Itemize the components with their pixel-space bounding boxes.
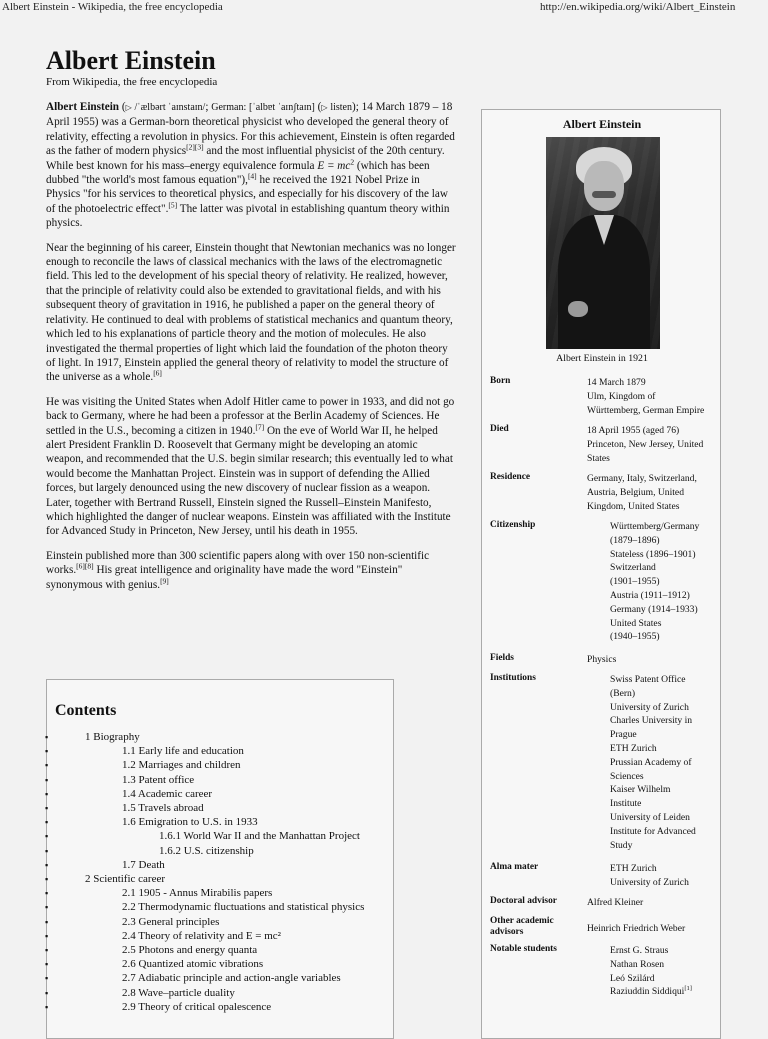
- portrait-photo[interactable]: [546, 137, 660, 349]
- citation-link[interactable]: [2][3]: [186, 142, 204, 152]
- formula: E = mc: [317, 159, 351, 172]
- infobox-line[interactable]: Institute for Advanced: [610, 825, 696, 837]
- citizenship-value: [610, 520, 720, 644]
- infobox-line[interactable]: Charles University in: [610, 715, 693, 727]
- toc-item[interactable]: ▪ 1.6 Emigration to U.S. in 1933: [55, 815, 385, 829]
- residence-label: Residence: [490, 472, 531, 482]
- residence-value: [587, 472, 719, 513]
- infobox-line[interactable]: Prussian Academy of: [610, 756, 692, 768]
- infobox-title: Albert Einstein: [562, 117, 642, 131]
- intro-text: he received the 1921 Nobel Prize in Physics "for his services to theoretical physics, and especially for his discovery of the law of the photoelectric effect".: [46, 174, 448, 215]
- infobox-line[interactable]: Sciences: [610, 770, 644, 782]
- infobox-line[interactable]: United States: [610, 617, 662, 629]
- infobox-line[interactable]: Ulm, Kingdom of: [587, 390, 656, 402]
- infobox-line[interactable]: Switzerland: [610, 562, 656, 574]
- toc-item[interactable]: ▪ 1.5 Travels abroad: [55, 801, 385, 815]
- infobox-line[interactable]: Institute: [610, 798, 642, 810]
- print-page-title: Albert Einstein - Wikipedia, the free encyclopedia: [2, 1, 223, 13]
- article-body: [46, 100, 456, 602]
- print-url[interactable]: http://en.wikipedia.org/wiki/Albert_Einstein: [540, 1, 736, 13]
- toc-item[interactable]: ▪ 2.6 Quantized atomic vibrations: [55, 957, 385, 971]
- toc-item[interactable]: ▪ 2.7 Adiabatic principle and action-angle variables: [55, 971, 385, 985]
- alma-mater-value: [610, 862, 720, 890]
- toc-item[interactable]: ▪ 2.2 Thermodynamic fluctuations and statistical physics: [55, 900, 385, 914]
- citation-link[interactable]: [4]: [247, 171, 257, 181]
- photo-caption: Albert Einstein in 1921: [556, 353, 648, 364]
- toc-item[interactable]: ▪ 2.9 Theory of critical opalescence: [55, 1000, 385, 1014]
- table-of-contents: [46, 679, 394, 1039]
- infobox-line[interactable]: Württemberg/Germany: [610, 521, 700, 532]
- infobox-line[interactable]: Germany, Italy, Switzerland,: [587, 473, 697, 484]
- fields-value[interactable]: Physics: [587, 654, 617, 665]
- infobox-line[interactable]: Study: [610, 839, 633, 851]
- infobox-line[interactable]: Kaiser Wilhelm: [610, 784, 671, 796]
- fields-label: Fields: [490, 653, 514, 663]
- notable-students-value: [610, 944, 720, 999]
- german-label: German:: [211, 102, 247, 113]
- toc-item[interactable]: ▪ 1.7 Death: [55, 858, 385, 872]
- infobox-line[interactable]: ETH Zurich: [610, 742, 657, 754]
- pronunciation-ipa[interactable]: /ˈælbərt ˈaɪnstaɪn/: [134, 102, 206, 113]
- infobox: [481, 109, 721, 1039]
- emigration-text: He was visiting the United States when Adolf Hitler came to power in 1933, and did not go back to Germany, where he had been a professor at the Berlin Academy of Sciences. He settled in the U.S., becoming a citizen in 1940.: [46, 395, 455, 437]
- alma-mater-label: Alma mater: [490, 862, 539, 872]
- toc-item[interactable]: ▪ 1.6.2 U.S. citizenship: [55, 844, 385, 858]
- infobox-line[interactable]: Württemberg, German Empire: [587, 404, 705, 416]
- infobox-line[interactable]: University of Leiden: [610, 811, 690, 823]
- student-item[interactable]: Raziuddin Siddiqui: [610, 986, 685, 998]
- toc-item[interactable]: ▪ 2 Scientific career: [55, 872, 385, 886]
- infobox-line[interactable]: 14 March 1879: [587, 377, 646, 388]
- toc-item[interactable]: ▪ 1 Biography: [55, 730, 385, 744]
- infobox-line[interactable]: States: [587, 452, 610, 464]
- infobox-line[interactable]: Kingdom, United States: [587, 500, 680, 512]
- toc-item[interactable]: ▪ 2.8 Wave–particle duality: [55, 986, 385, 1000]
- publications-text: His great intelligence and originality have made the word "Einstein" synonymous with genius.: [46, 564, 403, 591]
- student-item[interactable]: Leó Szilárd: [610, 972, 655, 984]
- infobox-line[interactable]: Austria, Belgium, United: [587, 486, 684, 498]
- toc-item[interactable]: ▪ 2.5 Photons and energy quanta: [55, 943, 385, 957]
- subject-name: Albert Einstein: [46, 101, 120, 113]
- toc-title: Contents: [55, 702, 117, 719]
- career-paragraph: [46, 241, 456, 385]
- print-header: [0, 0, 768, 16]
- citation-link[interactable]: [5]: [168, 200, 178, 210]
- infobox-line[interactable]: Austria (1911–1912): [610, 589, 690, 601]
- listen-link[interactable]: listen: [330, 102, 352, 113]
- toc-list: [55, 730, 385, 1014]
- toc-item[interactable]: ▪ 1.4 Academic career: [55, 787, 385, 801]
- died-label: Died: [490, 424, 509, 434]
- other-advisors-value[interactable]: Heinrich Friedrich Weber: [587, 923, 686, 934]
- emigration-paragraph: [46, 395, 456, 539]
- infobox-line[interactable]: University of Zurich: [610, 876, 689, 888]
- intro-text: (which has been dubbed "the world's most famous equation"),: [46, 159, 430, 187]
- citation-link[interactable]: [9]: [160, 575, 169, 585]
- page-title: Albert Einstein: [46, 46, 216, 75]
- speaker-icon[interactable]: ▷: [321, 103, 328, 112]
- career-text: Near the beginning of his career, Einstein thought that Newtonian mechanics was no longer enough to reconcile the laws of classical mechanics with the laws of the electromagnetic field. This led to the development of his special theory of relativity. He realized, however, that the principle of relativity could also be extended to gravitational fields, and with his subsequent theory of gravitation in 1916, he published a paper on the general theory of relativity. He continued to deal with problems of statistical mechanics and quantum theory, which led to his explanations of particle theory and the motion of molecules. He also investigated the thermal properties of light which laid the foundation of the photon theory of light. In 1917, Einstein applied the general theory of relativity to model the structure of the universe as a whole.: [46, 241, 456, 384]
- infobox-line[interactable]: Stateless (1896–1901): [610, 548, 696, 560]
- infobox-line[interactable]: Princeton, New Jersey, United: [587, 438, 704, 450]
- infobox-line[interactable]: University of Zurich: [610, 701, 689, 713]
- died-value: [587, 424, 719, 465]
- citation-link[interactable]: [1]: [684, 985, 692, 993]
- student-item[interactable]: Ernst G. Straus: [610, 945, 669, 956]
- citation-link[interactable]: [7]: [255, 421, 265, 431]
- toc-item[interactable]: ▪ 2.1 1905 - Annus Mirabilis papers: [55, 886, 385, 900]
- intro-text: The latter was pivotal in establishing quantum theory within physics.: [46, 202, 450, 230]
- speaker-icon[interactable]: ▷: [125, 103, 132, 112]
- infobox-line[interactable]: (Bern): [610, 687, 636, 699]
- infobox-line[interactable]: Prague: [610, 729, 637, 741]
- infobox-line[interactable]: ETH Zurich: [610, 863, 657, 874]
- doctoral-advisor-label: Doctoral advisor: [490, 896, 557, 906]
- emigration-text: On the eve of World War II, he helped alert President Franklin D. Roosevelt that Germany might be developing an atomic weapon, and recommended that the U.S. begin similar research; this eventually led to what would become the Manhattan Project. Einstein was in support of defending the Allied forces, but largely denounced using the new discovery of nuclear fission as a weapon. Later, together with Bertrand Russell, Einstein signed the Russell–Einstein Manifesto, which highlighted the danger of nuclear weapons. Einstein was affiliated with the Institute for Advanced Study in Princeton, New Jersey, until his death in 1955.: [46, 424, 453, 538]
- infobox-line[interactable]: (1940–1955): [610, 631, 660, 643]
- toc-item[interactable]: ▪ 1.6.1 World War II and the Manhattan Project: [55, 829, 385, 843]
- doctoral-advisor-value[interactable]: Alfred Kleiner: [587, 897, 644, 908]
- institutions-value: [610, 673, 720, 852]
- infobox-line[interactable]: (1879–1896): [610, 534, 660, 546]
- student-item[interactable]: Nathan Rosen: [610, 958, 665, 970]
- publications-text: Einstein published more than 300 scientific papers along with over 150 non-scientific works.: [46, 549, 430, 577]
- toc-item[interactable]: ▪ 1.2 Marriages and children: [55, 758, 385, 772]
- german-ipa[interactable]: [ˈalbɐt ˈaɪnʃtaɪn]: [249, 102, 315, 113]
- born-value: [587, 376, 719, 417]
- infobox-line[interactable]: (1901–1955): [610, 576, 660, 588]
- page-subtitle: From Wikipedia, the free encyclopedia: [46, 76, 218, 88]
- publications-paragraph: [46, 549, 456, 592]
- born-label: Born: [490, 376, 511, 386]
- institutions-label: Institutions: [490, 673, 536, 683]
- infobox-line[interactable]: Swiss Patent Office: [610, 674, 686, 685]
- citation-link[interactable]: [6]: [153, 368, 162, 378]
- intro-paragraph: Albert Einstein (▷ /ˈælbərt ˈaɪnstaɪn/; German: [ˈalbɐt ˈaɪnʃtaɪn] (▷ listen); 14 March 1879 – 18 April 1955) was a German-born theoretical physicist who developed the general theory of relativity, effecting a revolution in physics. For this achievement, Einstein is often regarded as the father of modern physics[2][3] and the most influential physicist of the 20th century. While best known for his mass–energy equivalence formula $E = mc^2$ (which has been dubbed "the world's most famous equation"),[4] he received the 1921 Nobel Prize in Physics "for his services to theoretical physics, and especially for his discovery of the law of the photoelectric effect".[5] The latter was pivotal in establishing quantum theory within physics.: [46, 101, 455, 230]
- toc-item[interactable]: ▪ 2.3 General principles: [55, 915, 385, 929]
- toc-item[interactable]: ▪ 2.4 Theory of relativity and E = mc²: [55, 929, 385, 943]
- intro-text: and the most influential physicist of the 20th century. While best known for his mass–energy equivalence formula: [46, 145, 445, 172]
- toc-item[interactable]: ▪ 1.3 Patent office: [55, 773, 385, 787]
- citation-link[interactable]: [6][8]: [76, 561, 94, 571]
- other-advisors-label: Other academic advisors: [490, 916, 554, 937]
- formula-exponent: 2: [350, 156, 355, 166]
- infobox-line[interactable]: Germany (1914–1933): [610, 603, 698, 615]
- notable-students-label: Notable students: [490, 944, 557, 954]
- infobox-line[interactable]: 18 April 1955 (aged 76): [587, 425, 680, 436]
- toc-item[interactable]: ▪ 1.1 Early life and education: [55, 744, 385, 758]
- intro-text: 14 March 1879 – 18 April 1955) was a German-born theoretical physicist who developed the general theory of relativity, effecting a revolution in physics. For this achievement, Einstein is often regarded as the father of modern physics: [46, 101, 455, 158]
- citizenship-label: Citizenship: [490, 520, 536, 530]
